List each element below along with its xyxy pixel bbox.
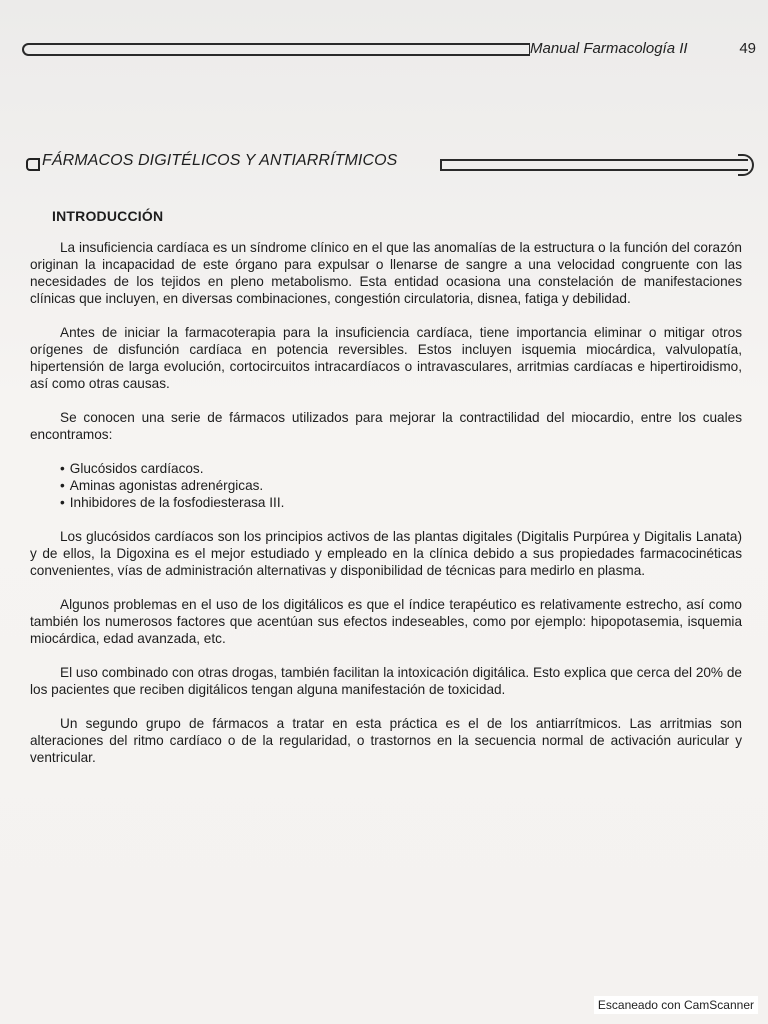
drug-list [30,460,742,511]
paragraph: Un segundo grupo de fármacos a tratar en esta práctica es el de los antiarrítmicos. Las arritmias son alteraciones del ritmo cardíaco o de la regularidad, o trastornos en la secuencia normal de activación auricular y ventricular. [30,716,742,765]
list-item: • Aminas agonistas adrenérgicas. [60,477,742,494]
page-number: 49 [739,40,756,57]
paragraph: Los glucósidos cardíacos son los principios activos de las plantas digitales (Digitalis Purpúrea y Digitalis Lanata) y de ellos, la Digoxina es el mejor estudiado y empleado en la clínica debido a sus propiedades farmacocinéticas convenientes, vías de administración alternativas y disponibilidad de técnicas para medirlo en plasma. [30,529,742,578]
header-rule [22,43,530,56]
title-bracket-icon [26,158,40,171]
introduction-heading: INTRODUCCIÓN [52,208,164,224]
section-title-row [26,152,752,176]
paragraph: Algunos problemas en el uso de los digitálicos es que el índice terapéutico es relativamente estrecho, así como también los numerosos factores que acentúan sus efectos indeseables, como por ejemplo: hipopotasemia, isquemia miocárdica, edad avanzada, etc. [30,597,742,646]
paragraph: Se conocen una serie de fármacos utilizados para mejorar la contractilidad del miocardio, entre los cuales encontramos: [30,410,742,442]
book-title: Manual Farmacología II [530,40,688,57]
paragraph: La insuficiencia cardíaca es un síndrome clínico en el que las anomalías de la estructura o la función del corazón originan la incapacidad de este órgano para expulsar o llenarse de sangre a una velocidad congruente con las necesidades de los tejidos en pleno metabolismo. Esta entidad ocasiona una constelación de manifestaciones clínicas que incluyen, en diversas combinaciones, congestión circulatoria, disnea, fatiga y debilidad. [30,240,742,306]
body-text [30,208,742,783]
title-rule-cap [738,154,754,176]
running-header [22,40,756,62]
section-title: FÁRMACOS DIGITÉLICOS Y ANTIARRÍTMICOS [42,152,398,169]
paragraph: El uso combinado con otras drogas, también facilitan la intoxicación digitálica. Esto explica que cerca del 20% de los pacientes que reciben digitálicos tengan alguna manifestación de toxicidad. [30,665,742,697]
camscanner-watermark: Escaneado con CamScanner [594,996,758,1014]
paragraph: Antes de iniciar la farmacoterapia para la insuficiencia cardíaca, tiene importancia eliminar o mitigar otros orígenes de disfunción cardíaca en potencia reversibles. Estos incluyen isquemia miocárdica, valvulopatía, hipertensión de larga evolución, cortocircuitos intracardíacos o intravasculares, arritmias cardíacas e hipertiroidismo, así como otras causas. [30,325,742,391]
title-rule [440,159,748,171]
list-item: • Glucósidos cardíacos. [60,460,742,477]
list-item: • Inhibidores de la fosfodiesterasa III. [60,494,742,511]
